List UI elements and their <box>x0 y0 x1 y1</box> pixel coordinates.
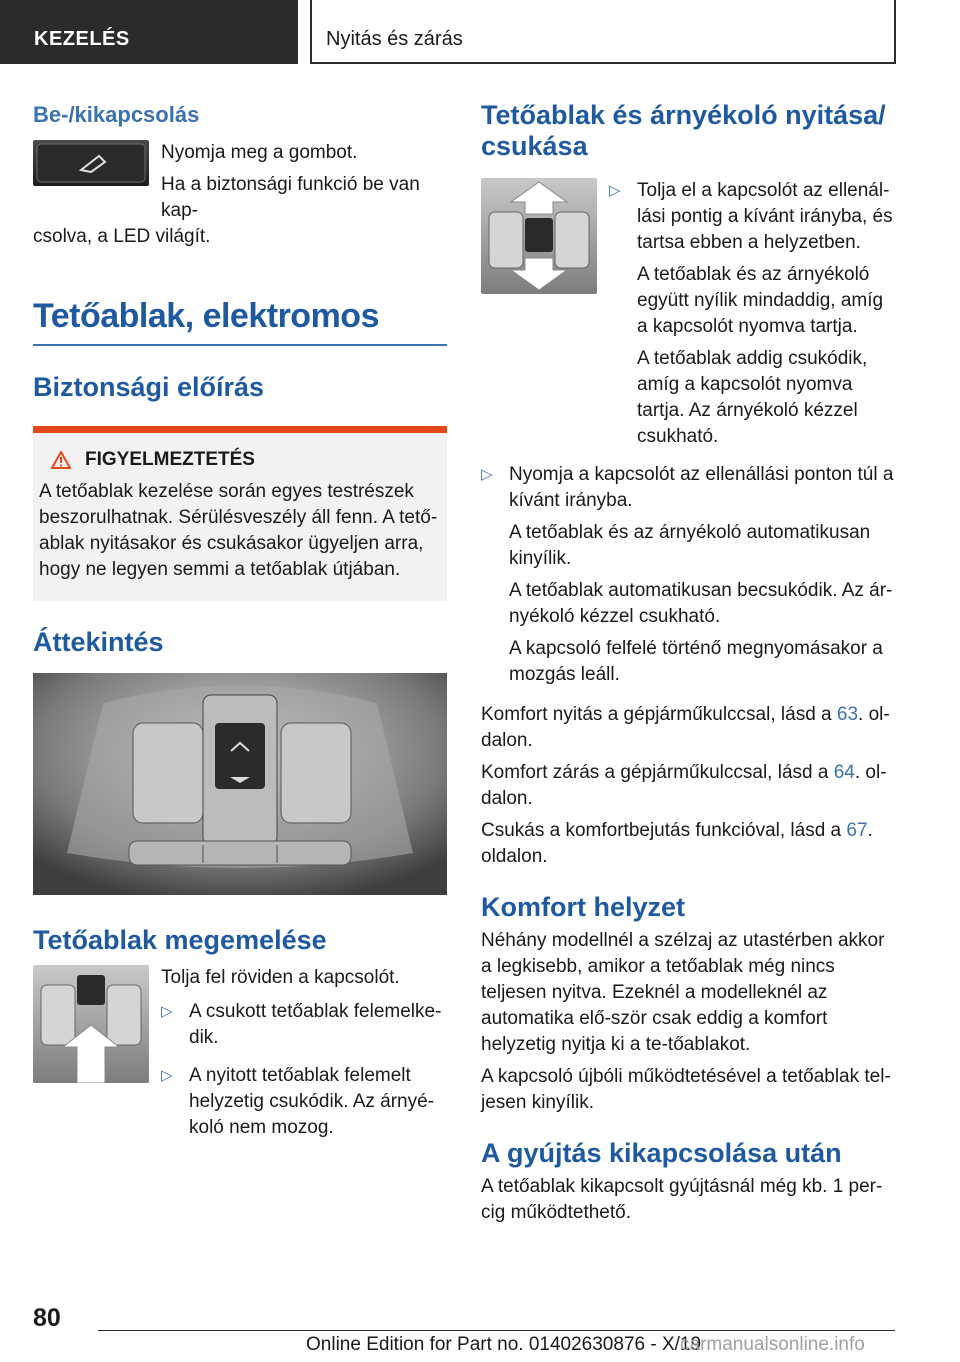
page-footer <box>0 1300 960 1362</box>
page-link-67[interactable]: 67 <box>846 820 868 841</box>
onoff-text-1: Nyomja meg a gombot. <box>161 142 358 163</box>
watermark-text: carmanualsonline.info <box>680 1334 865 1355</box>
page-link-63[interactable]: 63 <box>836 704 859 725</box>
comfort-close-text: Komfort zárás a gépjárműkulccsal, lásd a 64. ol‐dalon. <box>481 762 887 809</box>
comfort-position-heading: Komfort helyzet <box>481 892 686 922</box>
open-close-heading: Tetőablak és árnyékoló nyitása/ csukása <box>481 100 886 161</box>
comfort-entry-text: Csukás a komfortbejutás funkcióval, lásd a 67. oldalon. <box>481 820 873 867</box>
page-link-64[interactable]: 64 <box>833 762 855 783</box>
open-bullet-2-p3: A tetőablak automatikusan becsukódik. Az ár‐nyékoló kézzel csukható. <box>509 580 893 627</box>
open-bullet-2-p2: A tetőablak és az árnyékoló automatikusan kinyílik. <box>509 522 871 569</box>
open-bullet-1 <box>609 178 895 456</box>
sunroof-button-icon <box>33 140 149 186</box>
lift-switch-image <box>33 965 149 1083</box>
section-tab: KEZELÉS <box>0 0 298 64</box>
lift-intro: Tolja fel röviden a kapcsolót. <box>161 967 400 988</box>
footer-rule <box>98 1330 895 1331</box>
lift-heading: Tetőablak megemelése <box>33 925 327 955</box>
onoff-block <box>33 140 447 224</box>
overhead-console-image <box>33 673 447 895</box>
open-bullet-1-p1: Tolja el a kapcsolót az ellenál‐lási pontig a kívánt irányba, és tartsa ebben a helyzetben. <box>637 180 893 253</box>
lift-bullet-1-text: A csukott tetőablak felemelke‐dik. <box>189 1001 442 1048</box>
switch-updown-image <box>481 178 597 294</box>
warning-text: A tetőablak kezelése során egyes testrészek beszorulhatnak. Sérülésveszély áll fenn. A tető‐ablak nyitásakor és csukásakor ügyeljen arra, hogy ne legyen semmi a tetőablak útjában. <box>39 481 438 580</box>
comfort-position-p1: Néhány modellnél a szélzaj az utastérben akkor a legkisebb, amikor a tetőablak még nincs teljesen nyitva. Ezeknél a modelleknél az automatika elő‐ször csak eddig a komfort helyzetig nyitja ki a te‐tőablakot. <box>481 930 885 1055</box>
safety-heading: Biztonsági előírás <box>33 372 265 402</box>
button-image <box>33 140 149 186</box>
comfort-open-text: Komfort nyitás a gépjárműkulccsal, lásd a 63. ol‐dalon. <box>481 704 890 751</box>
onoff-heading: Be-/kikapcsolás <box>33 102 200 127</box>
lift-bullet-2-text: A nyitott tetőablak felemelt helyzetig csukódik. Az árnyé‐koló nem mozog. <box>189 1065 435 1138</box>
triangle-bullet-icon: ▷ <box>481 466 493 483</box>
open-bullet-1-p2: A tetőablak és az árnyékoló együtt nyílik mindaddig, amíg a kapcsolót nyomva tartja. <box>637 264 884 337</box>
after-ignition-p1: A tetőablak kikapcsolt gyújtásnál még kb. 1 per‐cig működtethető. <box>481 1176 883 1223</box>
warning-label: FIGYELMEZTETÉS <box>85 449 255 470</box>
lift-block <box>33 965 447 1153</box>
heading-rule <box>33 344 447 346</box>
left-column <box>33 100 447 1153</box>
page-header <box>0 0 960 66</box>
switch-up-arrow-icon <box>33 965 149 1083</box>
triangle-bullet-icon: ▷ <box>161 1003 173 1020</box>
lift-bullet-1 <box>161 999 447 1057</box>
open-bullet-1-p3: A tetőablak addig csukódik, amíg a kapcsolót nyomva tartja. Az árnyékoló kézzel csukható. <box>637 348 868 447</box>
open-bullet-2-p4: A kapcsoló felfelé történő megnyomásakor a mozgás leáll. <box>509 638 883 685</box>
onoff-text-2b: csolva, a LED világít. <box>33 226 211 247</box>
open-bullet-2-p1: Nyomja a kapcsolót az ellenállási ponton túl a kívánt irányba. <box>509 464 894 511</box>
comfort-position-p2: A kapcsoló újbóli működtetésével a tetőablak tel‐jesen kinyílik. <box>481 1066 891 1113</box>
lift-bullet-2 <box>161 1063 447 1147</box>
warning-box <box>33 426 447 601</box>
roof-console-photo <box>33 673 447 895</box>
edition-text: Online Edition for Part no. 01402630876 - X/19 <box>306 1334 702 1355</box>
chapter-title: Nyitás és zárás <box>310 0 896 64</box>
open-close-block-1 <box>481 178 895 462</box>
main-heading: Tetőablak, elektromos <box>33 297 379 335</box>
after-ignition-heading: A gyújtás kikapcsolása után <box>481 1138 842 1168</box>
warning-triangle-icon <box>51 451 71 469</box>
right-column <box>481 100 895 1232</box>
onoff-text-2a: Ha a biztonsági funkció be van kap‐ <box>161 174 420 221</box>
triangle-bullet-icon: ▷ <box>161 1067 173 1084</box>
triangle-bullet-icon: ▷ <box>609 182 621 199</box>
open-bullet-2 <box>481 462 895 694</box>
switch-updown-arrow-icon <box>481 178 597 294</box>
page-number: 80 <box>33 1304 61 1332</box>
overview-heading: Áttekintés <box>33 627 164 657</box>
